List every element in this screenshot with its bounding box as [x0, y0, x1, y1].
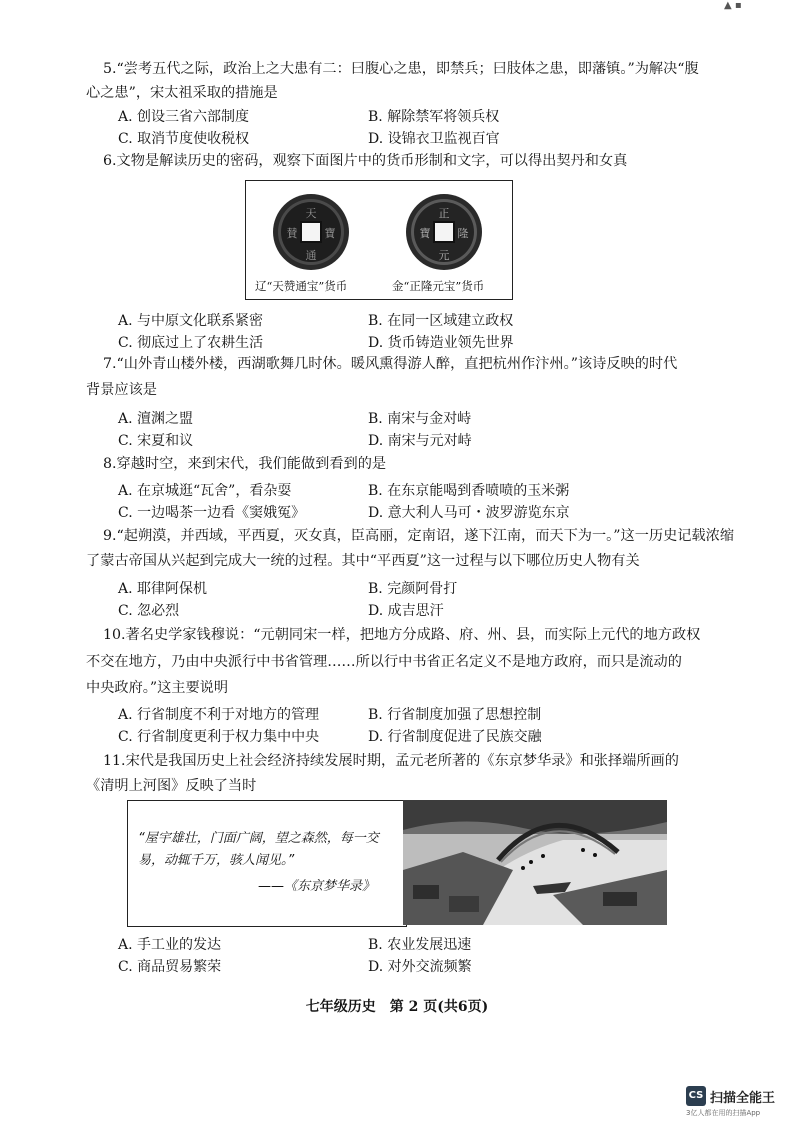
q9-option-b: B. 完颜阿骨打	[368, 581, 458, 597]
q10-line-2: 不交在地方，乃由中央派行中书省管理……所以行中书省正名定义不是地方政府，而只是流动的	[86, 654, 682, 670]
q6-option-d: D. 货币铸造业领先世界	[368, 335, 514, 351]
q9-line-1: 9.“起朔漠，并西域，平西夏，灭女真，臣高丽，定南诏，遂下江南，而天下为一。”这一历史记载浓缩	[103, 528, 735, 544]
q6-option-a: A. 与中原文化联系紧密	[118, 313, 264, 329]
q10-line-3: 中央政府。”这主要说明	[86, 680, 229, 696]
q9-line-2: 了蒙古帝国从兴起到完成大一统的过程。其中“平西夏”这一过程与以下哪位历史人物有关	[86, 553, 640, 569]
q9-option-a: A. 耶律阿保机	[118, 581, 208, 597]
page-footer: 七年级历史 第 2 页(共6页)	[305, 999, 489, 1015]
q5-option-a: A. 创设三省六部制度	[118, 109, 250, 125]
q11-line-1: 11.宋代是我国历史上社会经济持续发展时期，孟元老所著的《东京梦华录》和张择端所画的	[103, 753, 679, 769]
svg-text:元: 元	[438, 249, 450, 262]
liao-coin-caption: 辽“天赞通宝”货币	[255, 279, 348, 293]
q9-option-d: D. 成吉思汗	[368, 603, 444, 619]
q6-option-c: C. 彻底过上了农耕生活	[118, 335, 264, 351]
svg-text:賛: 賛	[286, 227, 298, 240]
q7-option-c: C. 宋夏和议	[118, 433, 194, 449]
watermark-app-name: 扫描全能王	[710, 1091, 776, 1106]
q6-option-b: B. 在同一区域建立政权	[368, 313, 514, 329]
q10-option-c: C. 行省制度更利于权力集中中央	[118, 729, 320, 745]
svg-text:寶: 寶	[419, 227, 431, 240]
q6-line-1: 6.文物是解读历史的密码，观察下面图片中的货币形制和文字，可以得出契丹和女真	[103, 153, 628, 169]
coin-figure	[245, 180, 513, 300]
q7-line-2: 背景应该是	[86, 382, 157, 398]
scan-mark: ▲ ▪	[724, 0, 742, 11]
quote-line-2: 易，动辄千万，骇人闻见。”	[138, 853, 295, 868]
q10-option-a: A. 行省制度不利于对地方的管理	[118, 707, 320, 723]
svg-text:通: 通	[305, 249, 317, 262]
q8-option-b: B. 在东京能喝到香喷喷的玉米粥	[368, 483, 570, 499]
svg-text:正: 正	[438, 207, 450, 220]
q10-line-1: 10.著名史学家钱穆说：“元朝同宋一样，把地方分成路、府、州、县，而实际上元代的地方政权	[103, 627, 701, 643]
liao-coin-image	[271, 189, 351, 275]
jin-coin-caption: 金“正隆元宝”货币	[392, 279, 485, 293]
q5-option-d: D. 设锦衣卫监视百官	[368, 131, 500, 147]
q7-option-b: B. 南宋与金对峙	[368, 411, 472, 427]
watermark-tagline: 3亿人都在用的扫描App	[686, 1109, 761, 1117]
q7-option-a: A. 澶渊之盟	[118, 411, 194, 427]
q5-option-c: C. 取消节度使收税权	[118, 131, 250, 147]
q7-option-d: D. 南宋与元对峙	[368, 433, 472, 449]
quote-source: ——《东京梦华录》	[258, 879, 376, 894]
q11-option-d: D. 对外交流频繁	[368, 959, 472, 975]
q5-line-2: 心之患”，宋太祖采取的措施是	[86, 85, 278, 101]
q11-option-b: B. 农业发展迅速	[368, 937, 472, 953]
q11-option-c: C. 商品贸易繁荣	[118, 959, 222, 975]
svg-text:寶: 寶	[324, 227, 336, 240]
q10-option-b: B. 行省制度加强了思想控制	[368, 707, 542, 723]
jin-coin-image	[404, 189, 484, 275]
q8-option-d: D. 意大利人马可・波罗游览东京	[368, 505, 570, 521]
q9-option-c: C. 忽必烈	[118, 603, 180, 619]
q10-option-d: D. 行省制度促进了民族交融	[368, 729, 542, 745]
q7-line-1: 7.“山外青山楼外楼，西湖歌舞几时休。暖风熏得游人醉，直把杭州作汴州。”该诗反映的时代	[103, 356, 678, 372]
q8-line-1: 8.穿越时空，来到宋代，我们能做到看到的是	[103, 456, 387, 472]
quote-line-1: “屋宇雄壮，门面广阔，望之森然，每一交	[138, 831, 379, 846]
qingming-painting-image	[403, 800, 667, 925]
q8-option-a: A. 在京城逛“瓦舍”，看杂耍	[118, 483, 292, 499]
svg-text:天: 天	[305, 207, 317, 220]
q11-line-2: 《清明上河图》反映了当时	[86, 778, 257, 794]
q5-line-1: 5.“尝考五代之际，政治上之大患有二：曰腹心之患，即禁兵；曰肢体之患，即藩镇。”为解决“腹	[103, 61, 699, 77]
svg-text:隆: 隆	[457, 227, 469, 240]
quote-box	[127, 800, 407, 927]
q8-option-c: C. 一边喝茶一边看《窦娥冤》	[118, 505, 306, 521]
q11-option-a: A. 手工业的发达	[118, 937, 222, 953]
camscanner-logo-icon: CS	[686, 1086, 706, 1106]
q5-option-b: B. 解除禁军将领兵权	[368, 109, 500, 125]
